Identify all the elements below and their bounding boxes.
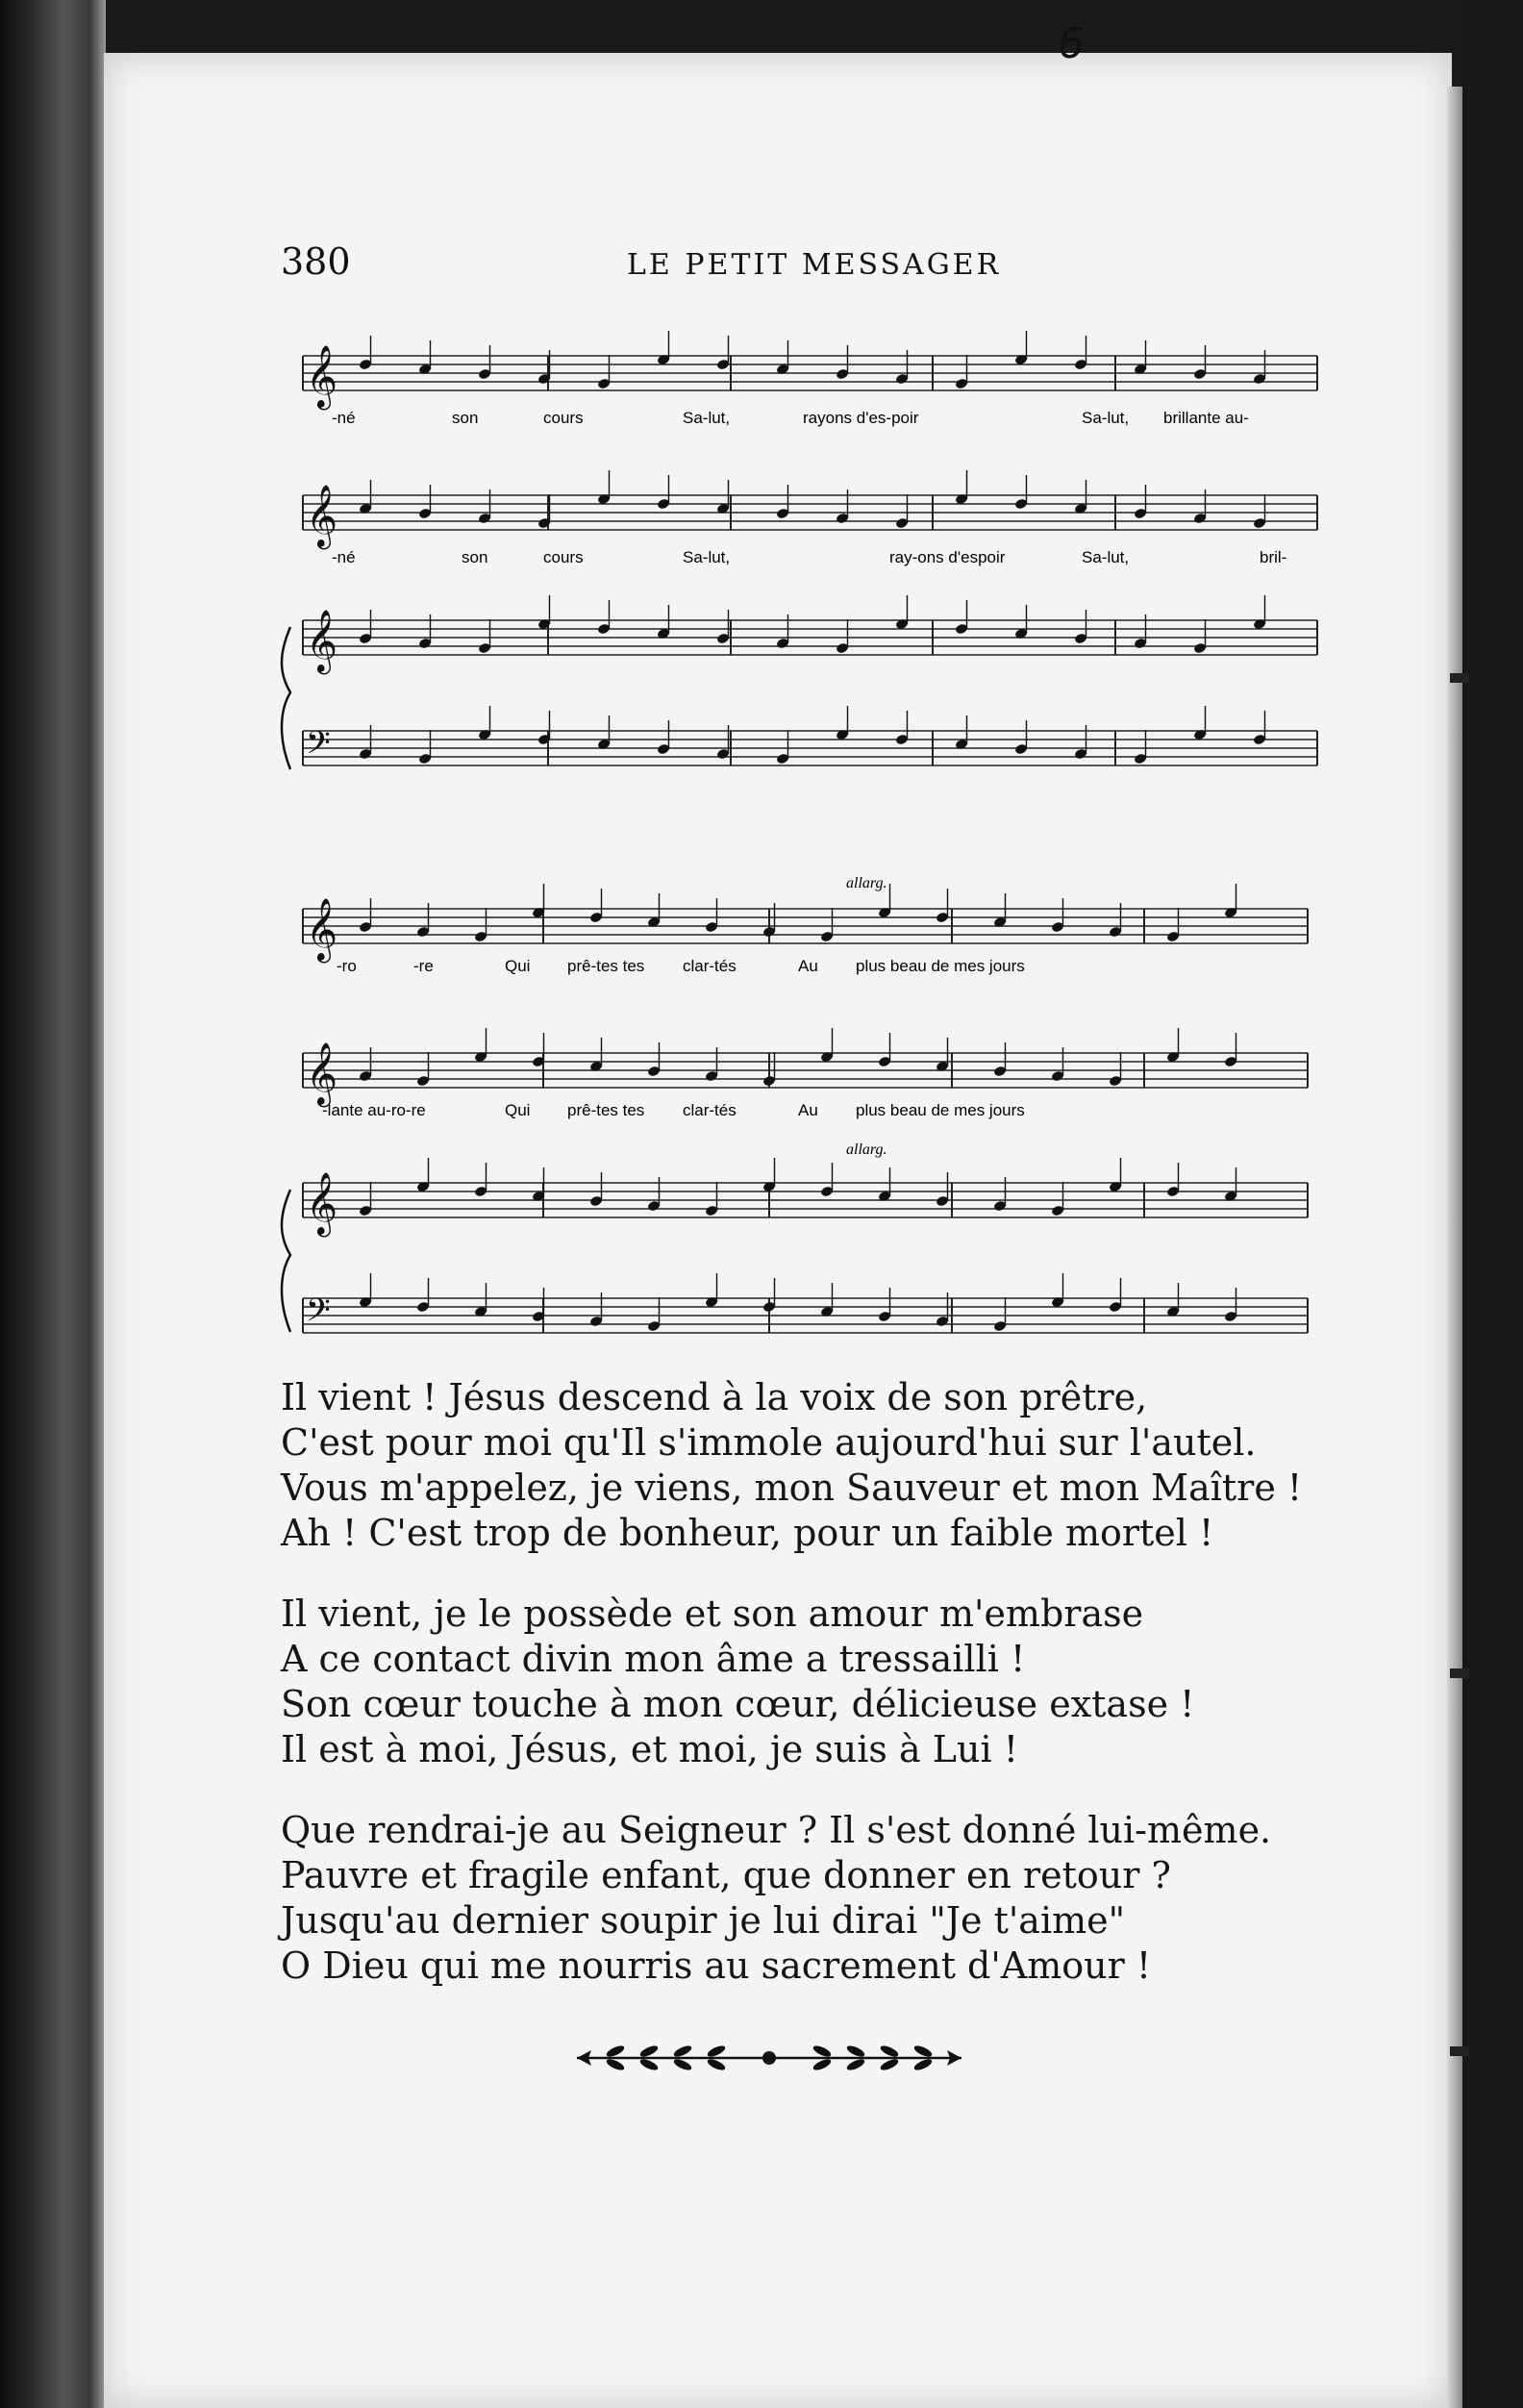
background-right: [1462, 0, 1523, 2408]
music-system-1: [279, 327, 1336, 808]
page-number: 380: [281, 240, 351, 283]
lyric-syllable: brillante au-: [1163, 409, 1249, 427]
treble-clef: 𝄞: [306, 1042, 338, 1105]
lyric-syllable: Sa-lut,: [1082, 409, 1130, 427]
music-system-1-svg: [279, 327, 1336, 808]
page-tab-marker: [1450, 2046, 1469, 2056]
treble-clef: 𝄞: [306, 485, 338, 547]
lyric-syllable: Sa-lut,: [1082, 548, 1130, 566]
verse-line: Pauvre et fragile enfant, que donner en retour ?: [281, 1854, 1171, 1896]
lyric-syllable: clar-tés: [683, 957, 737, 975]
book-title: LE PETIT MESSAGER: [627, 248, 1002, 282]
lyric-syllable: Sa-lut,: [683, 548, 731, 566]
margin-note: 6: [1058, 19, 1085, 68]
lyric-syllable: plus beau de mes jours: [856, 957, 1025, 975]
lyric-syllable: Qui: [505, 1101, 531, 1119]
lyric-syllable: son: [452, 409, 479, 427]
lyric-syllable: -lante au-ro-re: [322, 1101, 426, 1119]
verse-line: Il vient, je le possède et son amour m'embrase: [281, 1593, 1144, 1635]
lyric-syllable: plus beau de mes jours: [856, 1101, 1025, 1119]
music-system-2-svg: [279, 851, 1336, 1366]
running-head: [281, 240, 1329, 288]
ornament-divider: [567, 2039, 971, 2077]
book-binding-left: [0, 0, 106, 2408]
stanza-2: [281, 1592, 1319, 1772]
lyric-syllable: cours: [543, 409, 584, 427]
tempo-marking: allarg.: [846, 875, 887, 891]
lyric-syllable: ray-ons d'espoir: [889, 548, 1006, 566]
verse-line: Ah ! C'est trop de bonheur, pour un faible mortel !: [281, 1512, 1214, 1554]
music-system-2: [279, 851, 1336, 1366]
lyric-syllable: bril-: [1260, 548, 1287, 566]
bass-clef: 𝄢: [306, 725, 331, 769]
lyric-syllable: Au: [798, 957, 818, 975]
lyric-syllable: Qui: [505, 957, 531, 975]
treble-clef: 𝄞: [306, 898, 338, 961]
verse-line: C'est pour moi qu'Il s'immole aujourd'hui sur l'autel.: [281, 1421, 1257, 1464]
poem: [281, 1375, 1319, 2024]
tempo-marking: allarg.: [846, 1141, 887, 1158]
piano-brace: [282, 1190, 290, 1332]
verse-line: Jusqu'au dernier soupir je lui dirai "Je t'aime": [281, 1899, 1126, 1942]
lyric-syllable: Au: [798, 1101, 818, 1119]
verse-line: Que rendrai-je au Seigneur ? Il s'est donné lui-même.: [281, 1809, 1272, 1851]
treble-clef: 𝄞: [306, 1172, 338, 1235]
stanza-1: [281, 1375, 1319, 1556]
treble-clef: 𝄞: [306, 610, 338, 672]
verse-line: A ce contact divin mon âme a tressailli !: [281, 1638, 1026, 1680]
lyric-syllable: son: [462, 548, 488, 566]
lyric-syllable: rayons d'es-poir: [803, 409, 919, 427]
piano-brace: [282, 627, 290, 769]
lyric-syllable: prê-tes tes: [567, 957, 645, 975]
lyric-syllable: -né: [332, 409, 356, 427]
verse-line: Son cœur touche à mon cœur, délicieuse extase !: [281, 1683, 1195, 1725]
lyric-syllable: prê-tes tes: [567, 1101, 645, 1119]
lyric-syllable: -né: [332, 548, 356, 566]
lyric-syllable: -re: [413, 957, 434, 975]
lyric-syllable: Sa-lut,: [683, 409, 731, 427]
stanza-3: [281, 1808, 1319, 1989]
verse-line: O Dieu qui me nourris au sacrement d'Amour !: [281, 1944, 1152, 1987]
lyric-syllable: -ro: [337, 957, 357, 975]
page-tab-marker: [1450, 1668, 1469, 1678]
bass-clef: 𝄢: [306, 1292, 331, 1337]
page-tab-marker: [1450, 673, 1469, 683]
page-edge-right: [1447, 87, 1462, 2408]
verse-line: Vous m'appelez, je viens, mon Sauveur et mon Maître !: [281, 1467, 1303, 1509]
lyric-syllable: clar-tés: [683, 1101, 737, 1119]
treble-clef: 𝄞: [306, 345, 338, 408]
verse-line: Il est à moi, Jésus, et moi, je suis à Lui !: [281, 1728, 1018, 1770]
lyric-syllable: cours: [543, 548, 584, 566]
verse-line: Il vient ! Jésus descend à la voix de son prêtre,: [281, 1376, 1148, 1418]
